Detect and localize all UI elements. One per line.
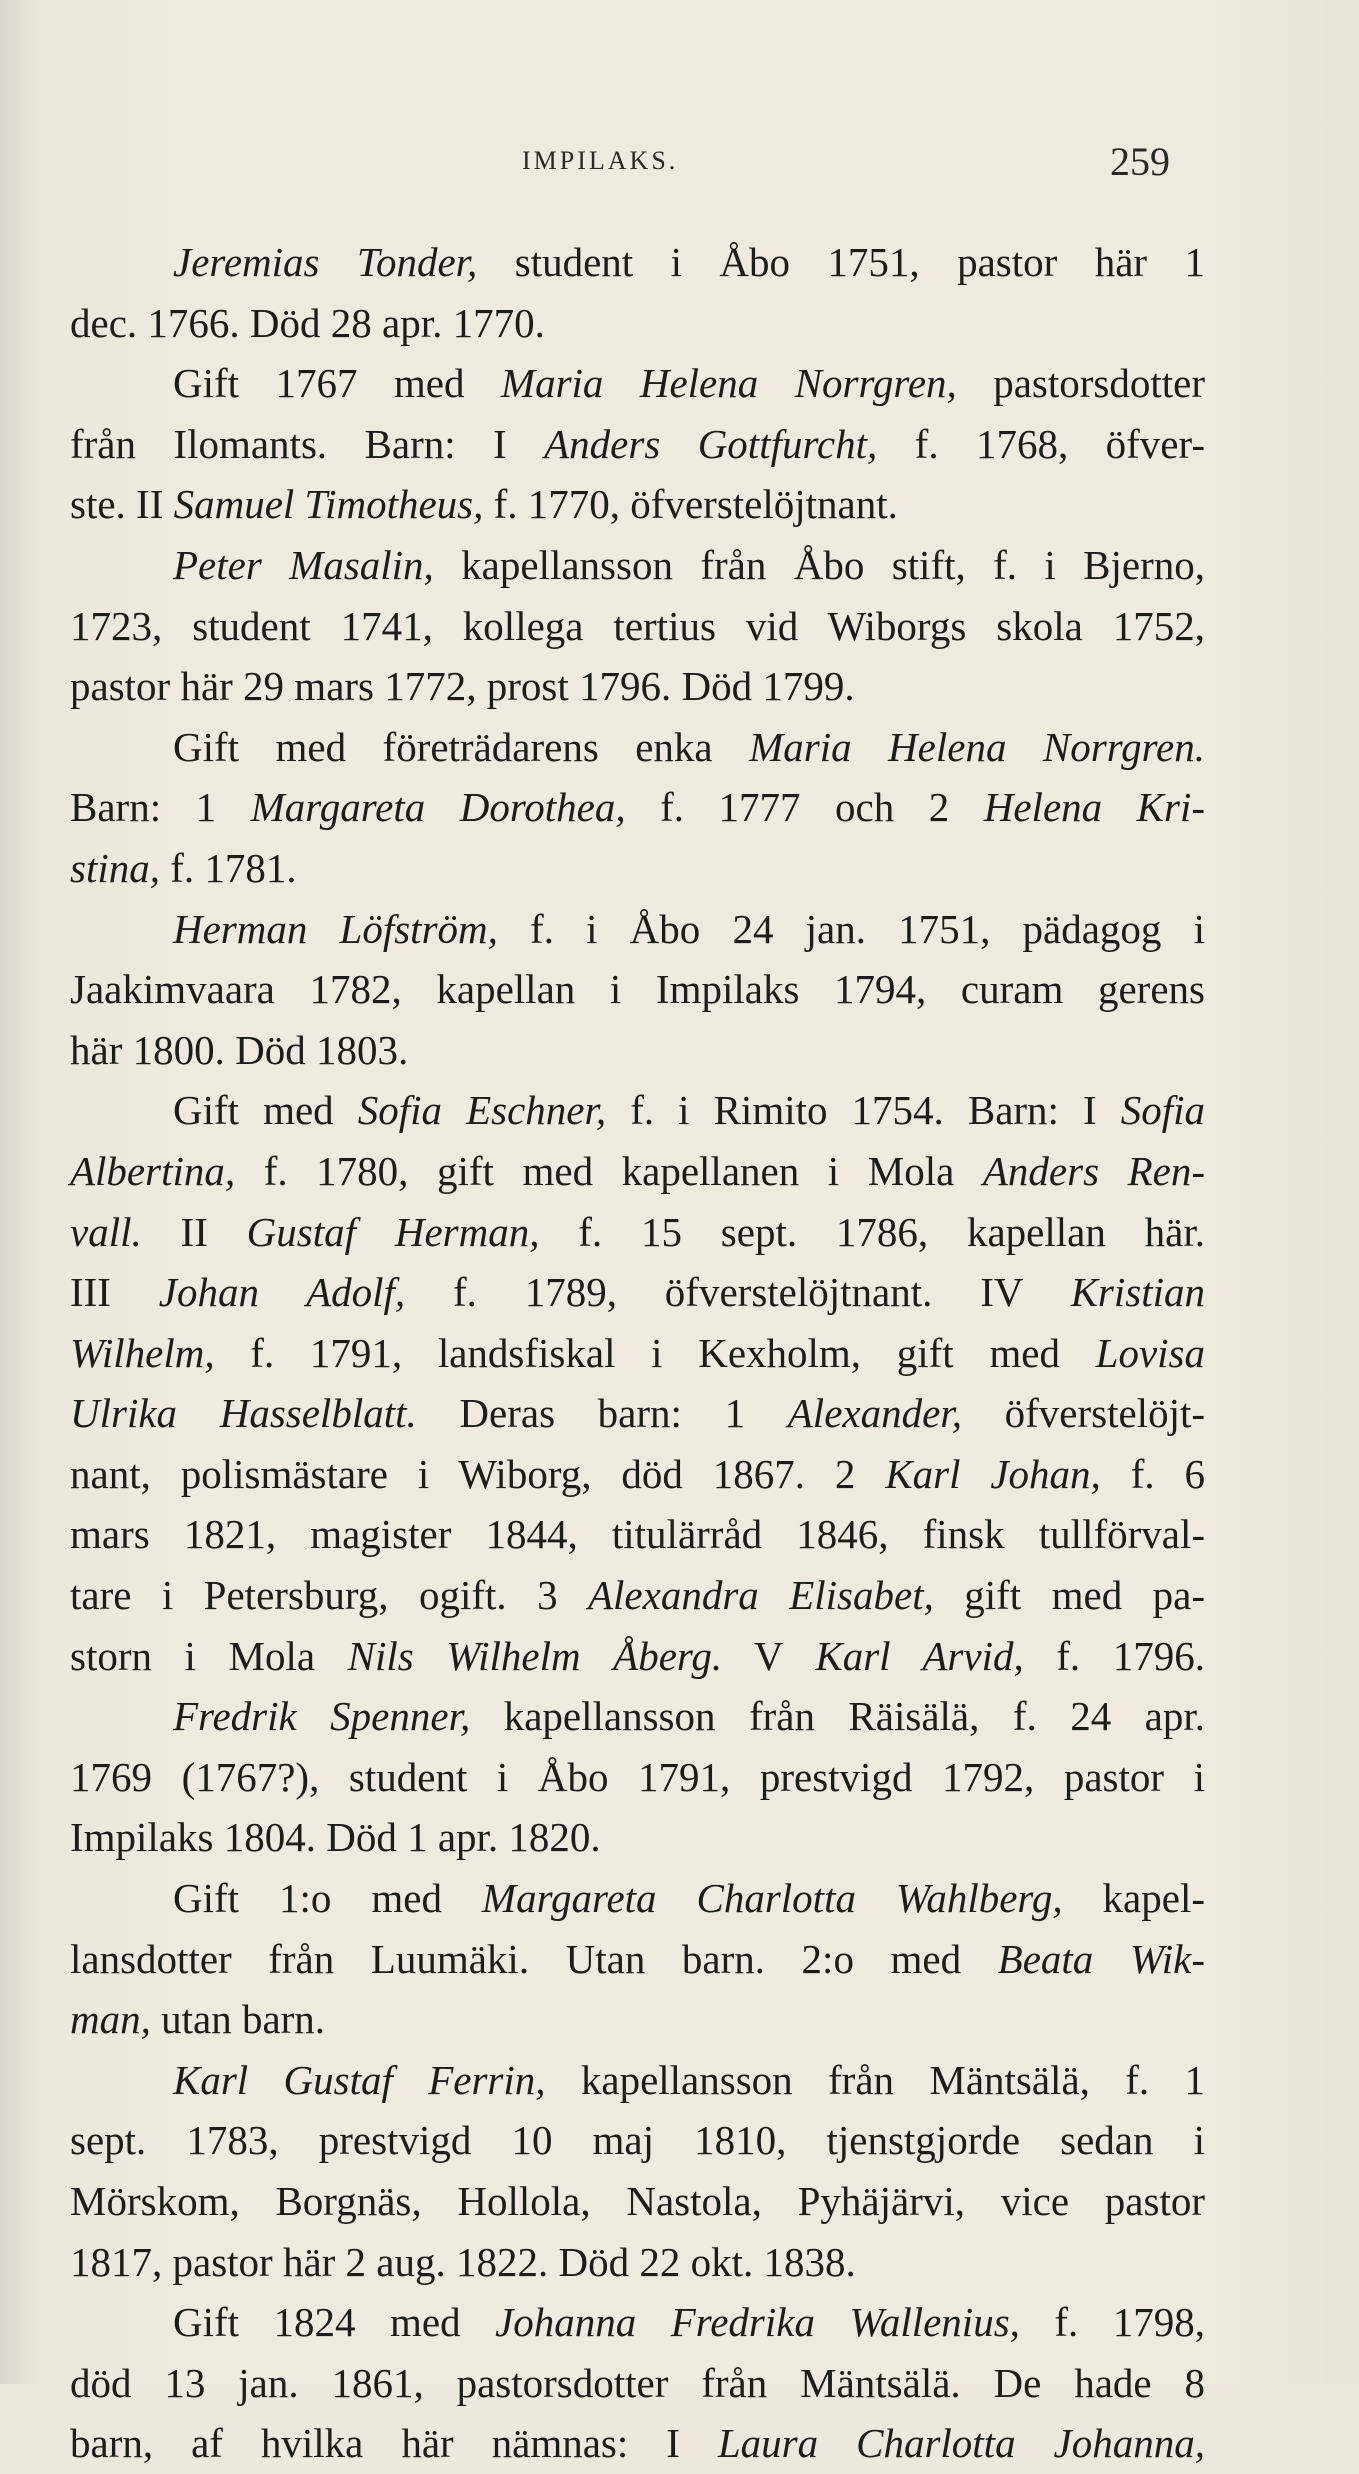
text-line <box>70 959 1205 1020</box>
text-segment: V <box>722 1632 816 1679</box>
italic-name: stina, <box>70 844 160 891</box>
text-segment: Gift med <box>173 1087 358 1134</box>
italic-name: Alexander, <box>787 1390 962 1437</box>
italic-name: Karl Johan, <box>885 1450 1101 1497</box>
text-segment: öfverstelöjt- <box>961 1390 1206 1437</box>
text-segment: sept. 1783, prestvigd 10 maj 1810, tjenstgjorde sedan i <box>70 2117 1205 2164</box>
text-segment: f. i Rimito 1754. Barn: I <box>606 1087 1121 1134</box>
italic-name: Ulrika Hasselblatt. <box>70 1390 417 1437</box>
text-segment: f. 6 <box>1100 1450 1205 1497</box>
text-line <box>70 2292 1205 2353</box>
italic-name: Margareta Dorothea, <box>250 784 626 831</box>
text-line <box>70 474 1205 535</box>
text-segment: storn i Mola <box>70 1632 348 1679</box>
italic-name: Lovisa <box>1095 1329 1205 1376</box>
text-segment: dec. 1766. Död 28 apr. 1770. <box>70 299 545 346</box>
text-line <box>70 293 1205 354</box>
text-line <box>70 656 1205 717</box>
italic-name: Gustaf Herman, <box>246 1208 540 1255</box>
text-line <box>70 1020 1205 1081</box>
text-segment: Deras barn: 1 <box>416 1390 788 1437</box>
text-segment: f. 1780, gift med kapellanen i Mola <box>235 1147 983 1194</box>
text-segment: tare i Petersburg, ogift. 3 <box>70 1572 588 1619</box>
text-segment: Gift 1824 med <box>173 2299 496 2346</box>
italic-name: Peter Masalin, <box>173 541 434 588</box>
text-segment: 1769 (1767?), student i Åbo 1791, prestvigd 1792, pastor i <box>70 1753 1205 1800</box>
italic-name: Margareta Charlotta Wahlberg, <box>481 1875 1063 1922</box>
text-segment: död 13 jan. 1861, pastorsdotter från Mäntsälä. De hade 8 <box>70 2359 1205 2406</box>
italic-name: Alexandra Elisabet, <box>588 1572 934 1619</box>
italic-name: Karl Gustaf Ferrin, <box>173 2056 546 2103</box>
italic-name: Sofia <box>1120 1087 1205 1134</box>
text-segment: här 1800. Död 1803. <box>70 1026 409 1073</box>
text-segment: f. i Åbo 24 jan. 1751, pädagog i <box>497 905 1205 952</box>
italic-name: Karl Arvid, <box>815 1632 1024 1679</box>
italic-name: Albertina, <box>70 1147 236 1194</box>
italic-name: Wilhelm, <box>70 1329 215 1376</box>
text-segment: f. 1789, öfverstelöjtnant. IV <box>405 1269 1071 1316</box>
text-line <box>70 838 1205 899</box>
text-segment: kapellansson från Åbo stift, f. i Bjerno, <box>433 541 1205 588</box>
italic-name: Kristian <box>1070 1269 1205 1316</box>
text-line <box>70 2353 1205 2414</box>
running-head: IMPILAKS. <box>522 146 679 175</box>
text-segment: barn, af hvilka här nämnas: I <box>70 2420 718 2467</box>
text-segment: f. 1781. <box>160 844 297 891</box>
text-segment: f. 1777 och 2 <box>625 784 984 831</box>
italic-name: Jeremias Tonder, <box>173 239 478 285</box>
italic-name: Johanna Fredrika Wallenius, <box>495 2299 1020 2346</box>
text-line <box>70 2413 1205 2474</box>
italic-name: Maria Helena Norrgren. <box>749 723 1206 770</box>
text-line <box>70 1807 1205 1868</box>
text-line <box>70 1504 1205 1565</box>
italic-name: Fredrik Spenner, <box>173 1693 471 1740</box>
text-segment: ste. II <box>70 481 174 528</box>
italic-name: Anders Gottfurcht, <box>544 420 878 467</box>
text-line <box>70 1141 1205 1202</box>
text-line <box>70 1626 1205 1687</box>
text-line <box>70 2232 1205 2293</box>
italic-name: Helena Kri- <box>983 784 1205 831</box>
text-segment: från Ilomants. Barn: I <box>70 420 545 467</box>
text-line <box>70 232 1205 293</box>
text-line <box>70 717 1205 778</box>
text-segment: 1817, pastor här 2 aug. 1822. Död 22 okt. 1838. <box>70 2238 856 2285</box>
text-line <box>70 414 1205 475</box>
italic-name: Laura Charlotta Johanna, <box>717 2420 1205 2467</box>
text-segment: Impilaks 1804. Död 1 apr. 1820. <box>70 1814 601 1861</box>
text-segment: mars 1821, magister 1844, titulärråd 1846, finsk tullförval- <box>70 1511 1205 1558</box>
italic-name: Herman Löfström, <box>173 905 498 952</box>
text-segment: Gift 1:o med <box>173 1875 482 1922</box>
italic-name: Beata Wik- <box>997 1935 1205 1982</box>
text-line <box>70 2171 1205 2232</box>
text-segment: pastorsdotter <box>956 360 1206 407</box>
text-segment: kapellansson från Mäntsälä, f. 1 <box>545 2056 1205 2103</box>
text-line <box>70 1262 1205 1323</box>
text-line <box>70 1686 1205 1747</box>
text-line <box>70 1747 1205 1808</box>
italic-name: vall. <box>70 1208 142 1255</box>
text-line <box>70 1929 1205 1990</box>
text-segment: III <box>70 1269 159 1316</box>
text-segment: pastor här 29 mars 1772, prost 1796. Död 1799. <box>70 663 855 710</box>
italic-name: Anders Ren- <box>982 1147 1205 1194</box>
text-segment: 1723, student 1741, kollega tertius vid Wiborgs skola 1752, <box>70 602 1205 649</box>
text-line <box>70 353 1205 414</box>
text-segment: f. 1798, <box>1019 2299 1206 2346</box>
text-line <box>70 1444 1205 1505</box>
text-line <box>70 1868 1205 1929</box>
text-line <box>70 1383 1205 1444</box>
text-line <box>70 899 1205 960</box>
text-segment: nant, polismästare i Wiborg, död 1867. 2 <box>70 1450 886 1497</box>
text-segment: II <box>141 1208 247 1255</box>
italic-name: Johan Adolf, <box>158 1269 406 1316</box>
italic-name: Sofia Eschner, <box>357 1087 607 1134</box>
text-line <box>70 1323 1205 1384</box>
text-line <box>70 2110 1205 2171</box>
italic-name: Nils Wilhelm Åberg. <box>347 1632 723 1679</box>
page-number: 259 <box>1110 139 1170 184</box>
text-segment: Mörskom, Borgnäs, Hollola, Nastola, Pyhäjärvi, vice pastor <box>70 2178 1205 2224</box>
text-line <box>70 1080 1205 1141</box>
text-segment: utan barn. <box>150 1996 326 2043</box>
body-text <box>70 232 1205 2474</box>
text-segment: f. 1770, öfverstelöjtnant. <box>483 481 898 528</box>
text-line <box>70 777 1205 838</box>
text-segment: kapellansson från Räisälä, f. 24 apr. <box>470 1693 1205 1740</box>
page-header <box>70 138 1170 198</box>
text-segment: f. 1768, öfver- <box>877 420 1205 467</box>
text-segment: Gift med företrädarens enka <box>173 723 750 770</box>
text-segment: Barn: 1 <box>70 784 251 831</box>
text-line <box>70 1202 1205 1263</box>
text-segment: Gift 1767 med <box>173 360 501 407</box>
text-segment: f. 15 sept. 1786, kapellan här. <box>539 1208 1205 1255</box>
text-segment: f. 1791, landsfiskal i Kexholm, gift med <box>214 1329 1096 1376</box>
italic-name: man, <box>70 1996 151 2043</box>
text-line <box>70 1565 1205 1626</box>
text-segment: Jaakimvaara 1782, kapellan i Impilaks 1794, curam gerens <box>70 966 1205 1013</box>
text-segment: lansdotter från Luumäki. Utan barn. 2:o med <box>70 1935 998 1982</box>
italic-name: Samuel Timotheus, <box>173 481 484 528</box>
text-line <box>70 596 1205 657</box>
text-segment: student i Åbo 1751, pastor här 1 <box>477 239 1205 285</box>
text-line <box>70 535 1205 596</box>
text-segment: gift med pa- <box>933 1572 1205 1619</box>
text-line <box>70 2050 1205 2111</box>
text-line <box>70 1989 1205 2050</box>
italic-name: Maria Helena Norrgren, <box>500 360 957 407</box>
text-segment: kapel- <box>1062 1875 1205 1922</box>
text-segment: f. 1796. <box>1023 1632 1205 1679</box>
